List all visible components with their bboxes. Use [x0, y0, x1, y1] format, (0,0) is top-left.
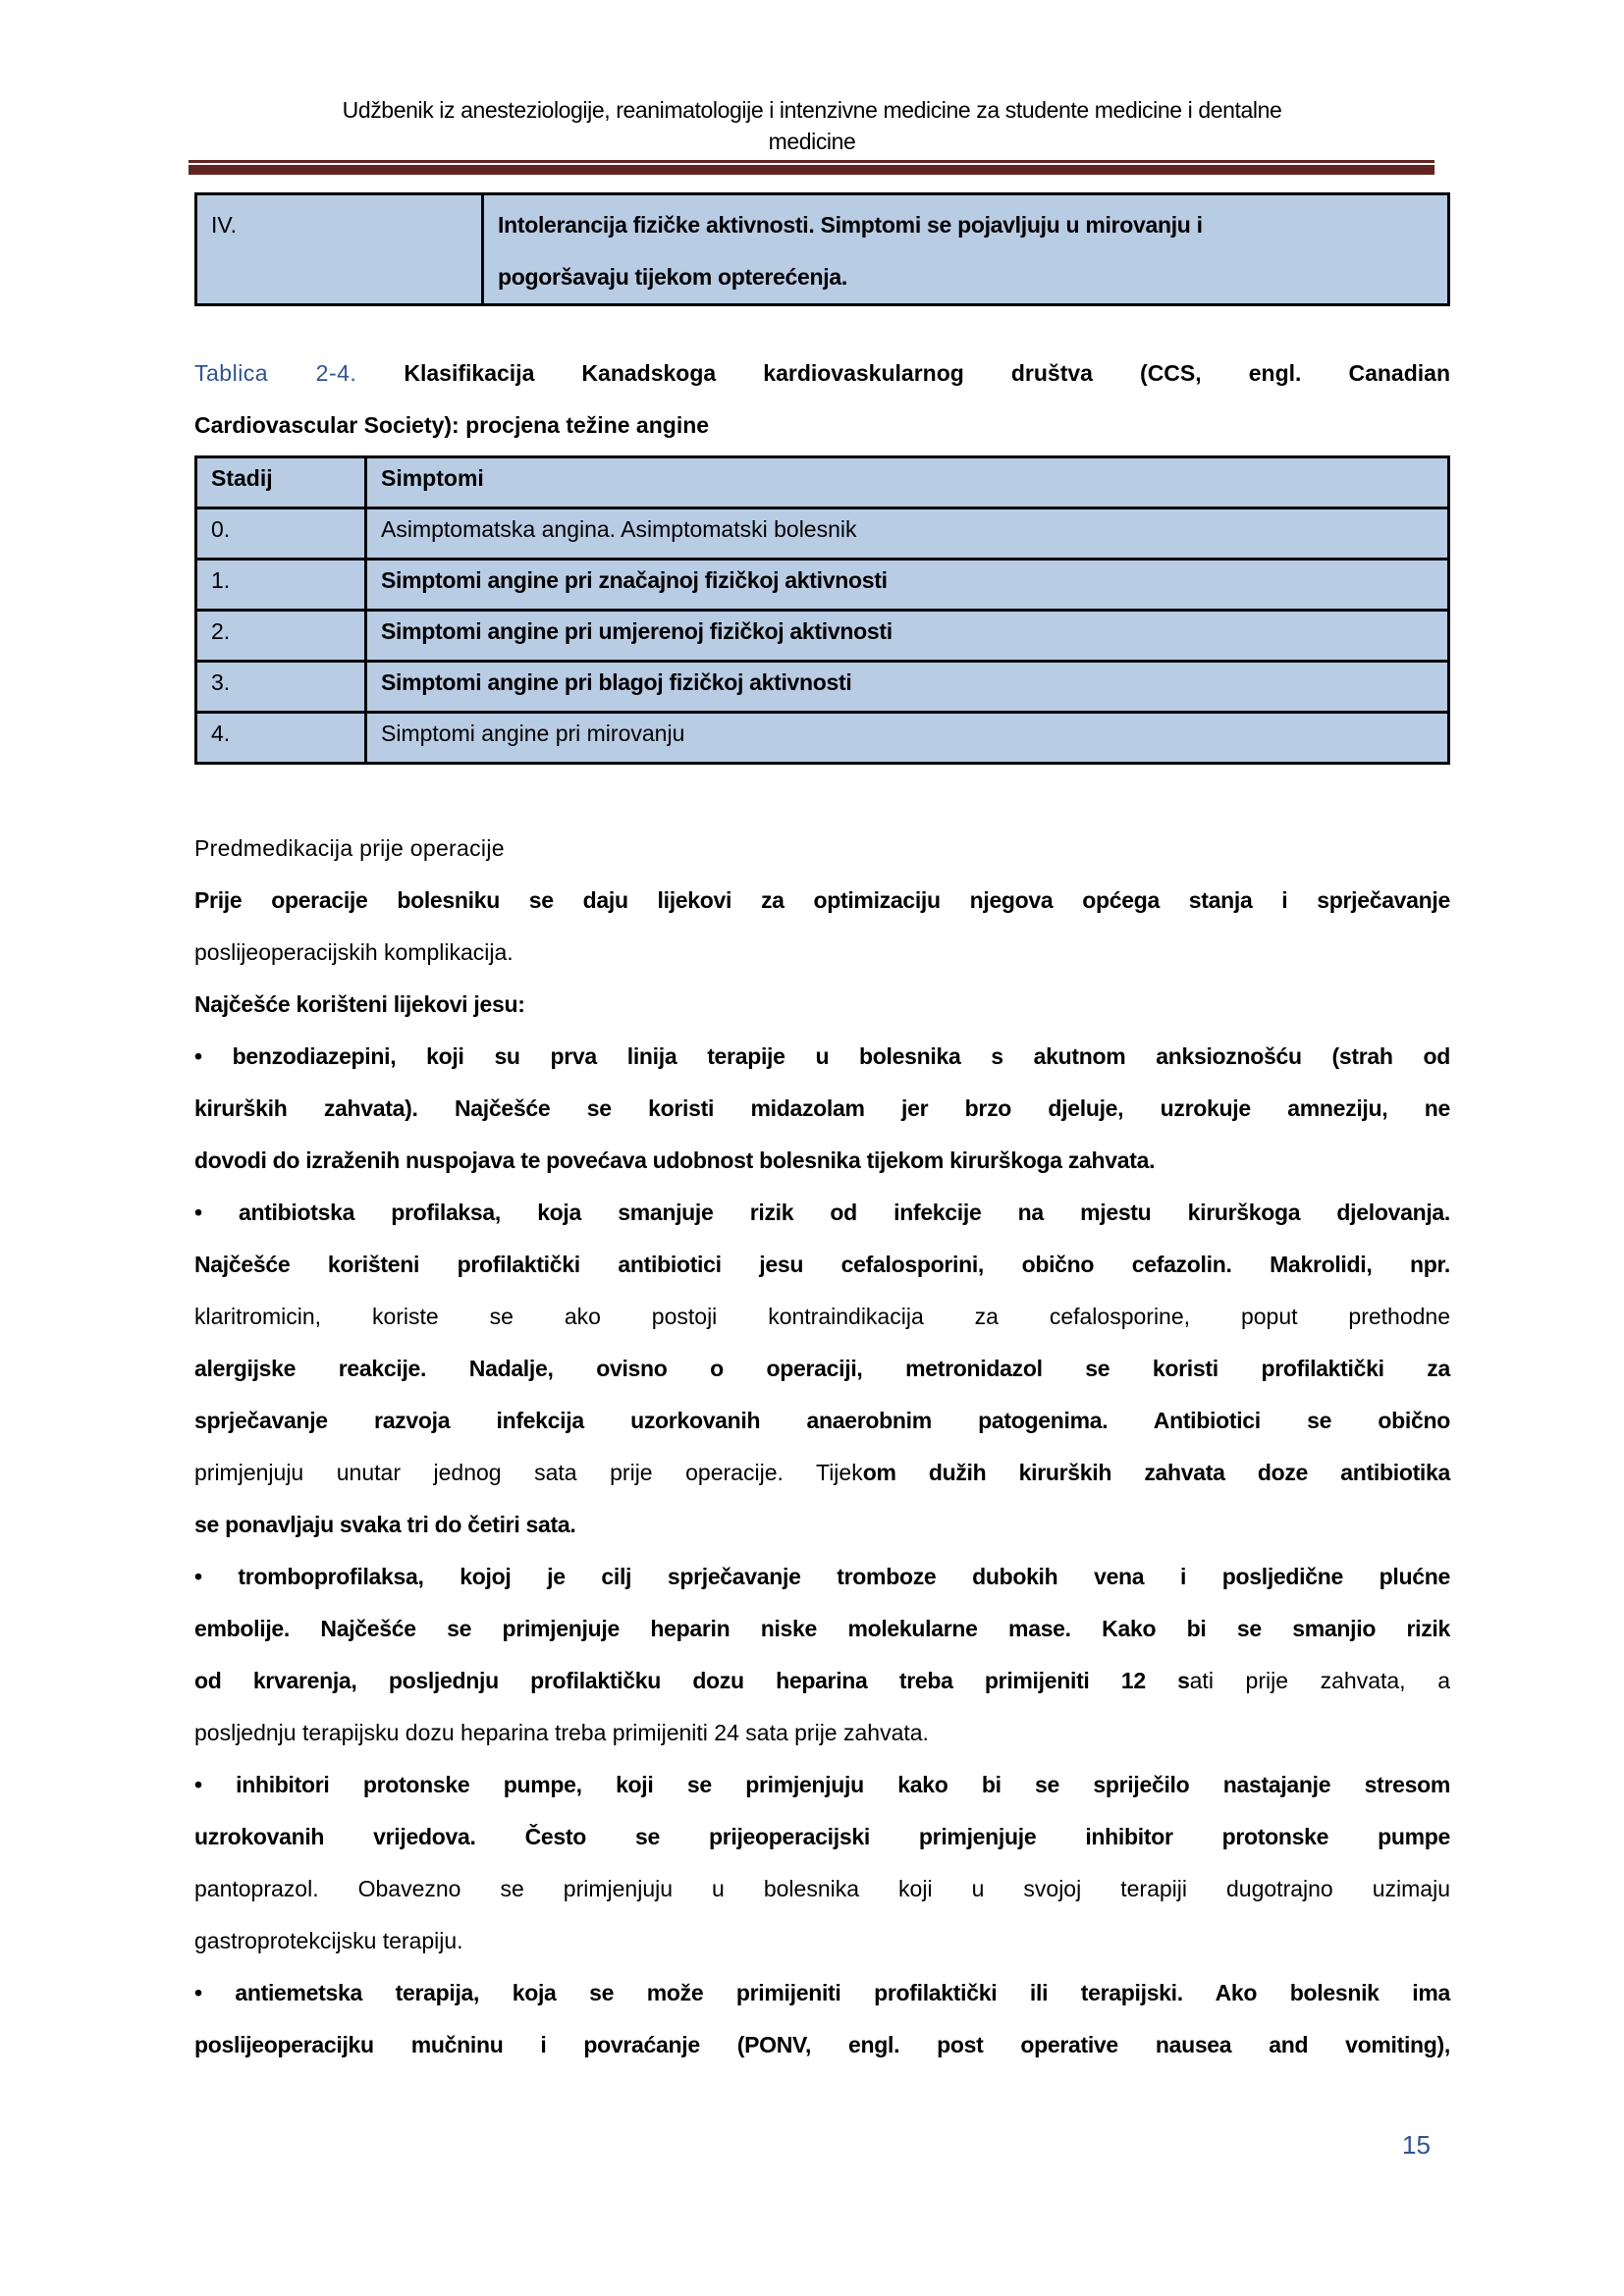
header-rule-thick: [189, 165, 1435, 175]
line-6-plain: primjenjuju unutar jednog sata prije operacije. Tijek: [194, 1460, 863, 1485]
stage-cell: 4.: [196, 713, 366, 764]
table-caption-line-1: [194, 347, 1450, 400]
running-header-line-2: medicine: [768, 129, 856, 154]
stage-cell: 1.: [196, 560, 366, 611]
line-3-bold: od krvarenja, posljednju profilaktičku dozu heparina treba primijeniti 12 s: [194, 1668, 1190, 1693]
bullet-benzodiazepini-line-2: kirurških zahvata). Najčešće se koristi midazolam jer brzo djeluje, uzrokuje amneziju, ne: [194, 1095, 1450, 1121]
bullet-ipp-line-4: gastroprotekcijsku terapiju.: [194, 1928, 463, 1953]
line-3-plain: ati prije zahvata, a: [1189, 1668, 1450, 1693]
header-rule-thin: [189, 160, 1435, 163]
table-header-row: [196, 457, 1449, 508]
symptom-cell: Asimptomatska angina. Asimptomatski bolesnik: [366, 508, 1449, 560]
bullet-tromboprofilaksa-line-3: [194, 1655, 1450, 1707]
running-header-line-1: Udžbenik iz anesteziologije, reanimatologije i intenzivne medicine za studente medicine i dentalne: [342, 97, 1282, 123]
bullet-antibiotska-line-4: alergijske reakcije. Nadalje, ovisno o operaciji, metronidazol se koristi profilaktički za: [194, 1356, 1450, 1381]
stage-cell: 0.: [196, 508, 366, 560]
table-row: [196, 508, 1449, 560]
bullet-antibiotska-line-2: Najčešće korišteni profilaktički antibiotici jesu cefalosporini, obično cefazolin. Makrolidi, npr.: [194, 1252, 1450, 1277]
bullet-ipp-line-1: • inhibitori protonske pumpe, koji se primjenjuju kako bi se spriječilo nastajanje stresom: [194, 1772, 1450, 1797]
section-heading: Predmedikacija prije operacije: [194, 835, 505, 861]
bullet-tromboprofilaksa-line-4: posljednju terapijsku dozu heparina treba primijeniti 24 sata prije zahvata.: [194, 1720, 929, 1745]
stage-cell: 2.: [196, 611, 366, 662]
table-row: [196, 713, 1449, 764]
stage-cell: 3.: [196, 662, 366, 713]
stage-cell: IV.: [196, 194, 483, 305]
column-header-simptomi: Simptomi: [366, 457, 1449, 508]
table-caption-text-1: Klasifikacija Kanadskoga kardiovaskularnog društva (CCS, engl. Canadian: [404, 360, 1450, 386]
table-row: [196, 611, 1449, 662]
table-row: [196, 194, 1449, 305]
bullet-tromboprofilaksa-line-2: embolije. Najčešće se primjenjuje heparin niske molekularne mase. Kako bi se smanjio rizik: [194, 1616, 1450, 1641]
list-intro: Najčešće korišteni lijekovi jesu:: [194, 991, 525, 1017]
bullet-antiemetska-line-2: poslijeoperacijku mučninu i povraćanje (PONV, engl. post operative nausea and vomiting),: [194, 2032, 1450, 2057]
bullet-antibiotska-line-7: se ponavljaju svaka tri do četiri sata.: [194, 1512, 576, 1537]
table-caption-line-2: Cardiovascular Society): procjena težine angine: [194, 412, 710, 438]
bullet-ipp-line-2: uzrokovanih vrijedova. Često se prijeoperacijski primjenjuje inhibitor protonske pumpe: [194, 1824, 1450, 1849]
bullet-antibiotska-line-5: sprječavanje razvoja infekcija uzorkovanih anaerobnim patogenima. Antibiotici se obično: [194, 1408, 1450, 1433]
bullet-ipp-line-3: pantoprazol. Obavezno se primjenjuju u bolesnika koji u svojoj terapiji dugotrajno uzimaju: [194, 1876, 1450, 1901]
bullet-antibiotska-line-3: klaritromicin, koriste se ako postoji kontraindikacija za cefalosporine, poput prethodne: [194, 1304, 1450, 1329]
bullet-antiemetska-line-1: • antiemetska terapija, koja se može primijeniti profilaktički ili terapijski. Ako bolesnik ima: [194, 1980, 1450, 2005]
symptom-cell: Simptomi angine pri mirovanju: [366, 713, 1449, 764]
line-6-bold: om dužih kirurških zahvata doze antibiotika: [862, 1460, 1450, 1485]
intro-line-1: Prije operacije bolesniku se daju lijekovi za optimizaciju njegova općega stanja i sprječavanje: [194, 887, 1450, 913]
nyha-table-continuation: [194, 192, 1450, 306]
description-line-2: pogoršavaju tijekom opterećenja.: [498, 264, 847, 290]
bullet-antibiotska-line-1: • antibiotska profilaksa, koja smanjuje rizik od infekcije na mjestu kirurškoga djelovanja.: [194, 1200, 1450, 1225]
symptom-cell: Simptomi angine pri značajnoj fizičkoj aktivnosti: [366, 560, 1449, 611]
table-row: [196, 560, 1449, 611]
table-row: [196, 662, 1449, 713]
bullet-tromboprofilaksa-line-1: • tromboprofilaksa, kojoj je cilj sprječavanje tromboze dubokih vena i posljedične plućne: [194, 1564, 1450, 1589]
table-caption-label: Tablica 2-4.: [194, 360, 357, 386]
page-number: 15: [1402, 2130, 1431, 2160]
bullet-benzodiazepini-line-3: dovodi do izraženih nuspojava te povećava udobnost bolesnika tijekom kirurškoga zahvata.: [194, 1148, 1156, 1173]
intro-line-2: poslijeoperacijskih komplikacija.: [194, 939, 514, 965]
bullet-benzodiazepini-line-1: • benzodiazepini, koji su prva linija terapije u bolesnika s akutnom anksioznošću (strah od: [194, 1043, 1450, 1069]
description-line-1: Intolerancija fizičke aktivnosti. Simptomi se pojavljuju u mirovanju i: [498, 212, 1203, 238]
bullet-antibiotska-line-6: [194, 1447, 1450, 1499]
symptom-cell: Simptomi angine pri umjerenoj fizičkoj aktivnosti: [366, 611, 1449, 662]
ccs-angina-table: [194, 455, 1450, 765]
description-cell: [483, 194, 1449, 305]
column-header-stadij: Stadij: [196, 457, 366, 508]
symptom-cell: Simptomi angine pri blagoj fizičkoj aktivnosti: [366, 662, 1449, 713]
